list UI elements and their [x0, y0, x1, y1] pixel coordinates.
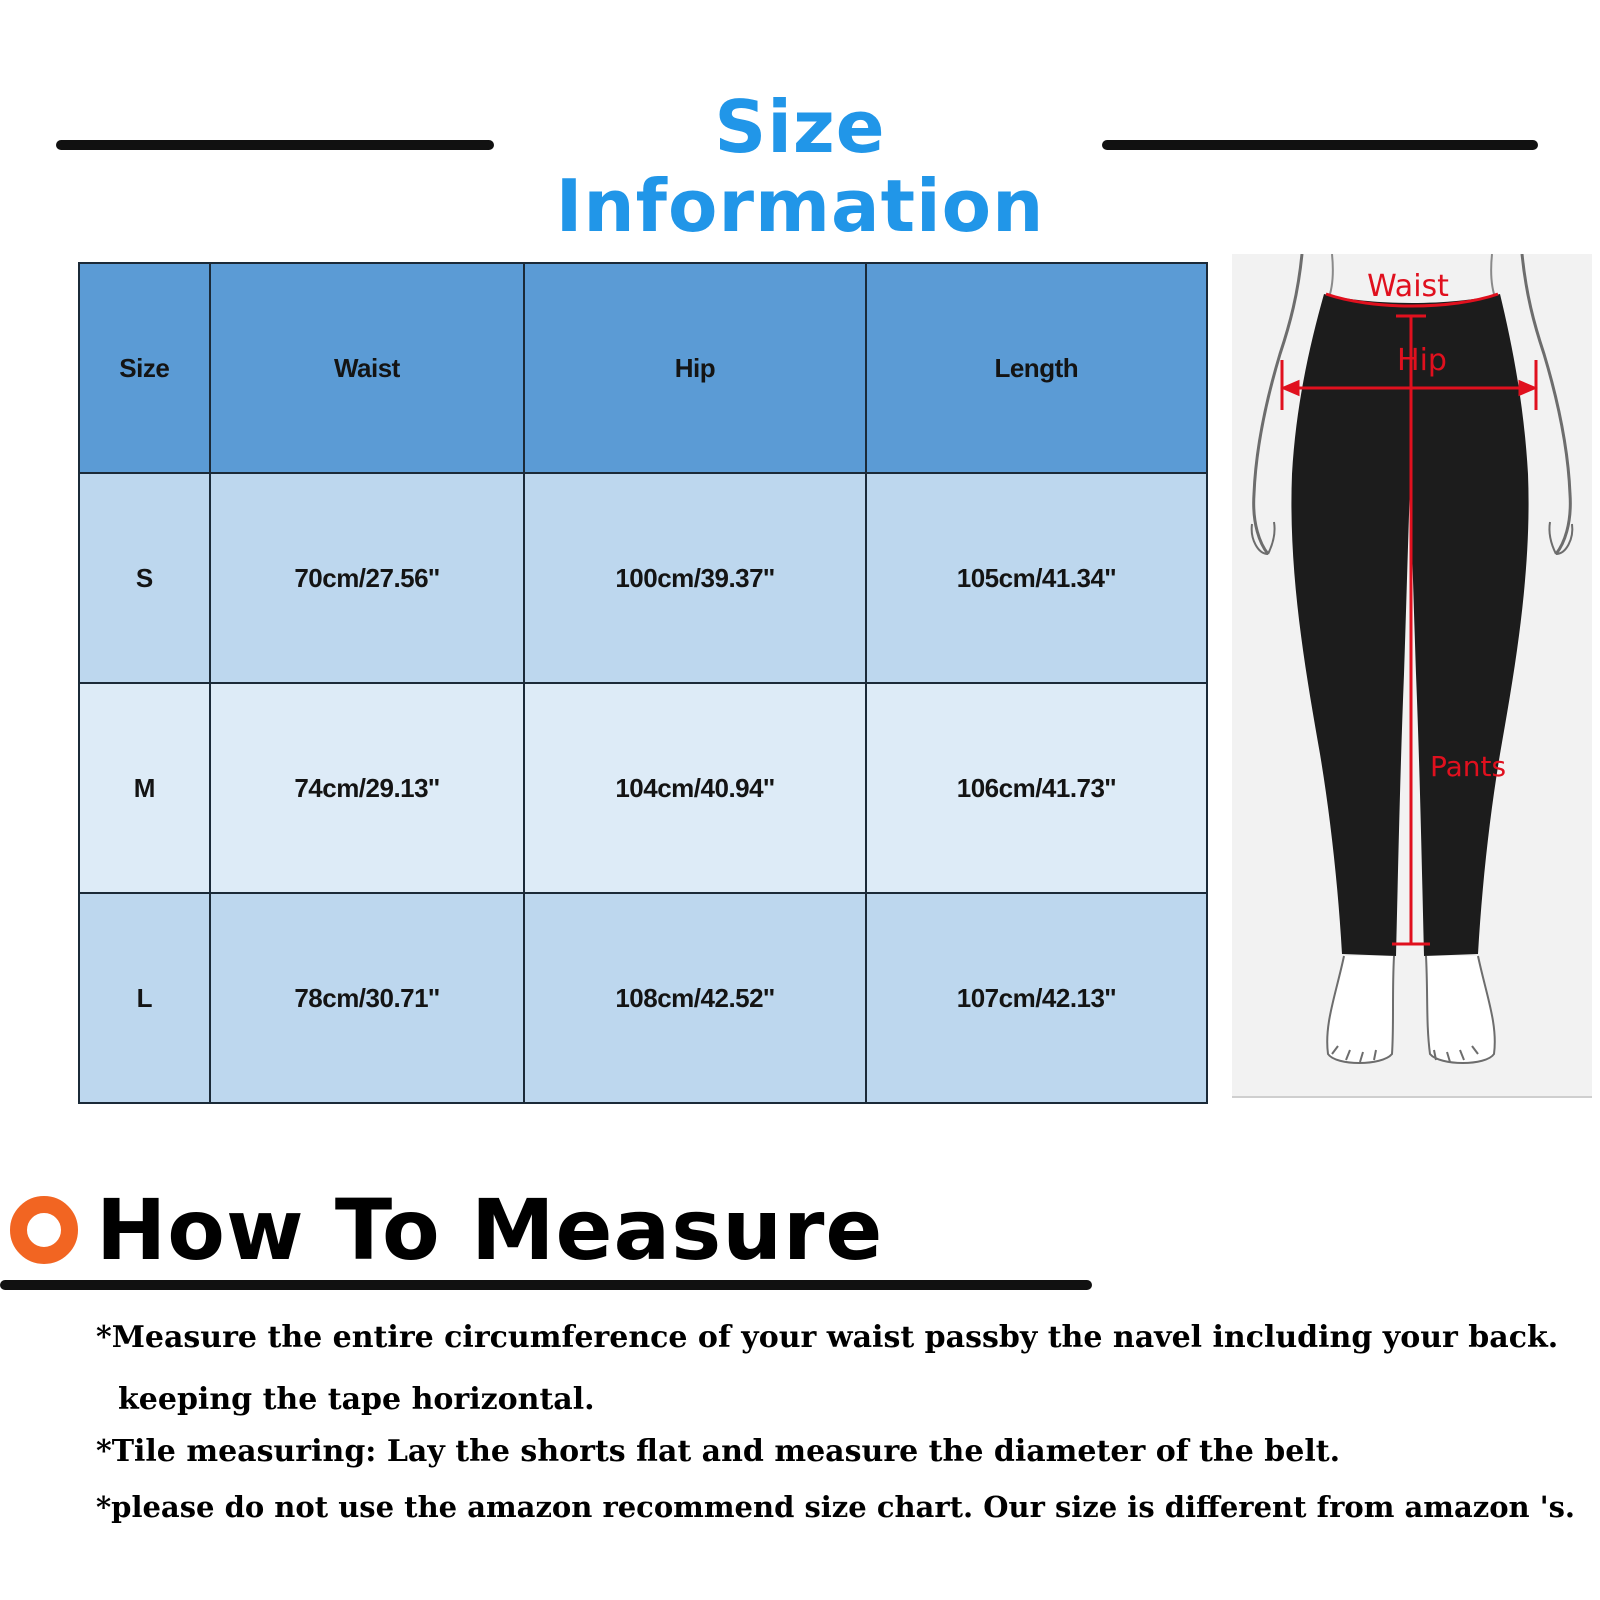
table-row: [79, 473, 1207, 683]
note-amazon-warning: *please do not use the amazon recommend size chart. Our size is different from amazon 's.: [96, 1490, 1576, 1524]
table-row: [79, 683, 1207, 893]
note-waist: *Measure the entire circumference of your waist passby the navel including your back.: [96, 1320, 1559, 1355]
header-hip: Hip: [524, 263, 865, 473]
size-chart-table: [78, 262, 1208, 1104]
section-rule: [0, 1280, 1092, 1290]
cell-length: 106cm/41.73'': [866, 683, 1207, 893]
figure-label-waist: Waist: [1367, 269, 1449, 304]
cell-length: 105cm/41.34'': [866, 473, 1207, 683]
cell-waist: 74cm/29.13'': [210, 683, 525, 893]
cell-hip: 100cm/39.37'': [524, 473, 865, 683]
circle-bullet-icon: [10, 1196, 78, 1264]
header-waist: Waist: [210, 263, 525, 473]
figure-label-pants: Pants: [1429, 750, 1507, 783]
title-rule-right: [1102, 140, 1538, 150]
cell-hip: 108cm/42.52'': [524, 893, 865, 1103]
cell-size: M: [79, 683, 210, 893]
title-rule-left: [56, 140, 494, 150]
cell-waist: 78cm/30.71'': [210, 893, 525, 1103]
figure-label-hip: Hip: [1397, 343, 1447, 378]
note-tile-measuring: *Tile measuring: Lay the shorts flat and measure the diameter of the belt.: [96, 1434, 1341, 1469]
leggings-illustration-icon: [1232, 254, 1592, 1098]
cell-size: S: [79, 473, 210, 683]
section-title-how-to-measure: How To Measure: [96, 1181, 884, 1279]
measurement-figure: [1232, 254, 1592, 1098]
header-size: Size: [79, 263, 210, 473]
table-header-row: [79, 263, 1207, 473]
header-length: Length: [866, 263, 1207, 473]
cell-length: 107cm/42.13'': [866, 893, 1207, 1103]
page-title: Size Information: [555, 85, 1045, 249]
cell-waist: 70cm/27.56'': [210, 473, 525, 683]
table-row: [79, 893, 1207, 1103]
cell-hip: 104cm/40.94'': [524, 683, 865, 893]
note-waist-continued: keeping the tape horizontal.: [118, 1382, 595, 1417]
cell-size: L: [79, 893, 210, 1103]
